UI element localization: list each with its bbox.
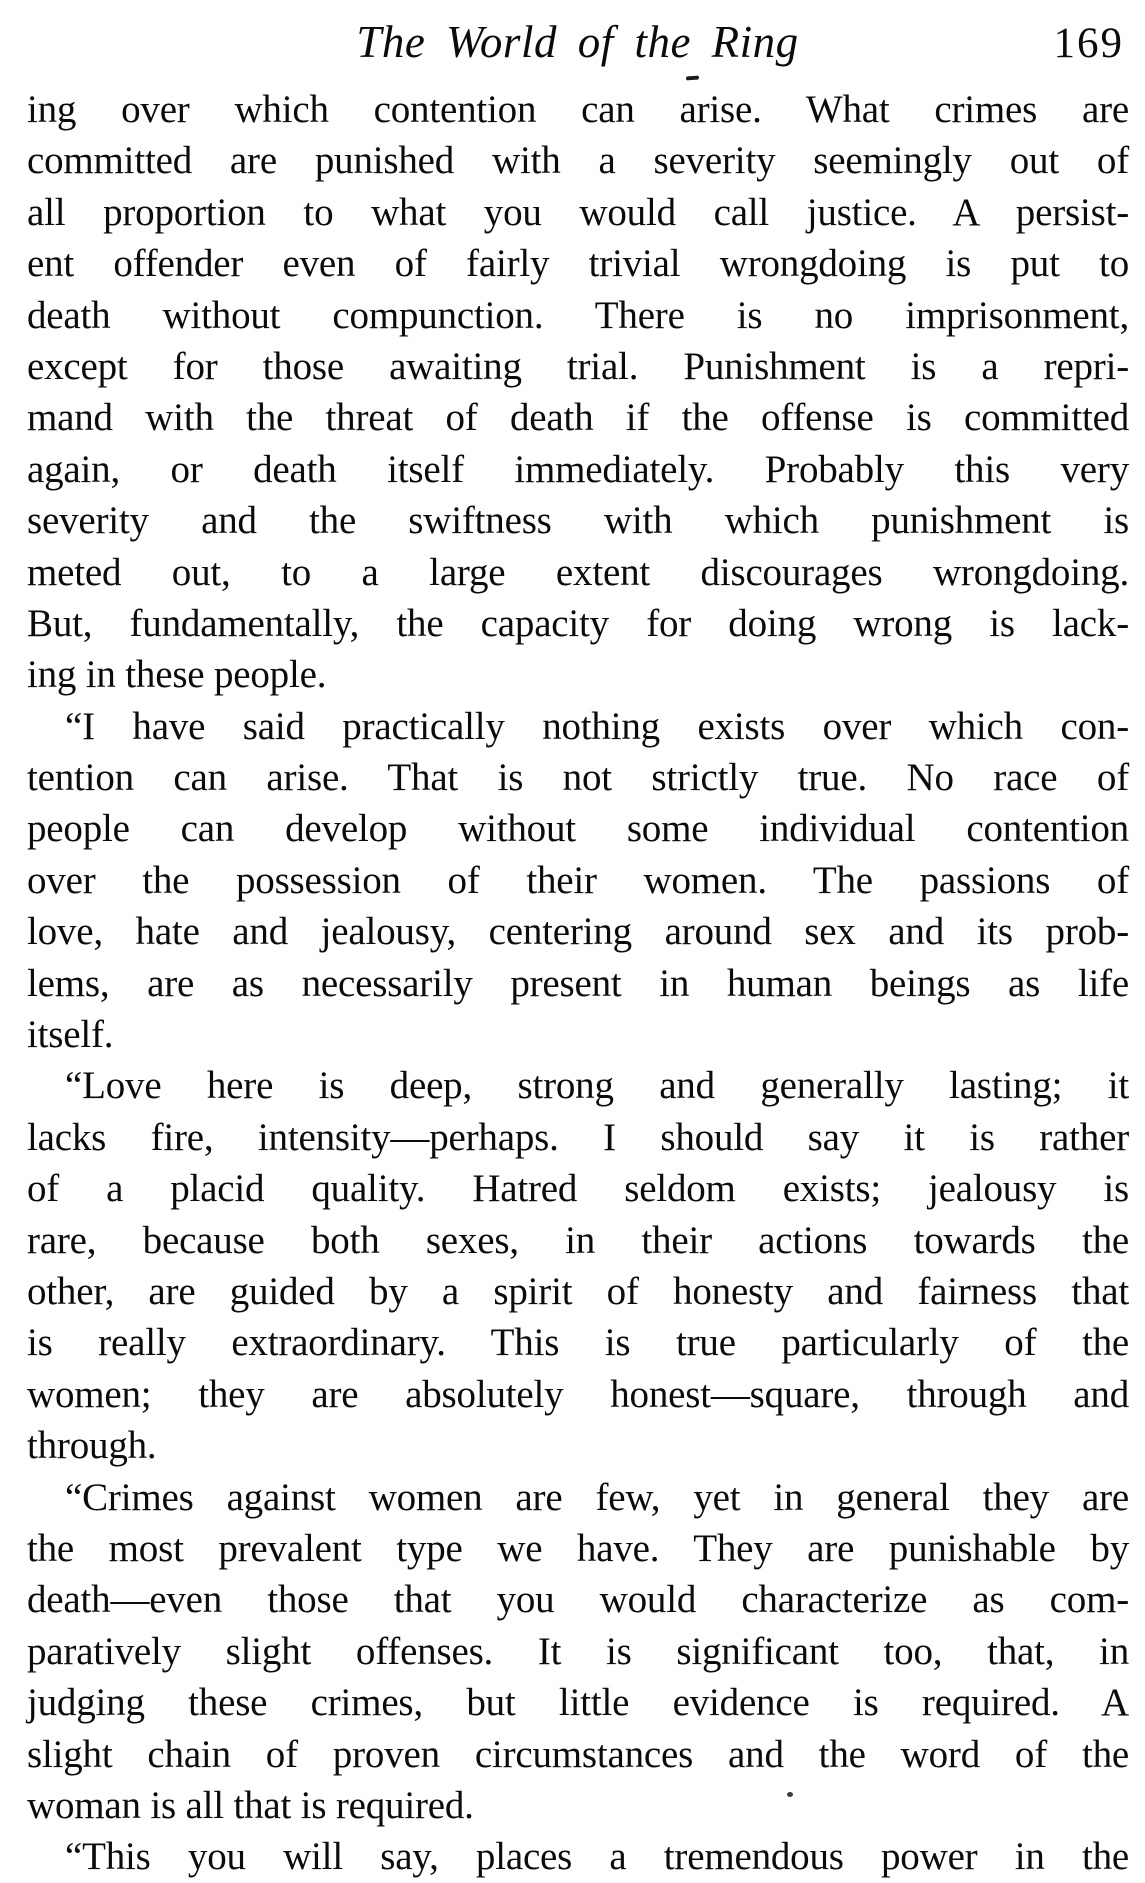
text-line: of a placid quality. Hatred seldom exists; jealousy is xyxy=(27,1167,1129,1211)
text-line: But, fundamentally, the capacity for doing wrong is lack- xyxy=(27,601,1129,645)
text-line: slight chain of proven circumstances and the word of the xyxy=(27,1732,1129,1776)
page-title: The World of the Ring xyxy=(356,17,799,67)
text-line: again, or death itself immediately. Probably this very xyxy=(27,447,1129,491)
running-header xyxy=(27,14,1128,76)
text-line: all proportion to what you would call justice. A persist- xyxy=(27,190,1129,234)
text-line: itself. xyxy=(27,1013,114,1057)
paragraph xyxy=(27,1060,1129,1471)
text-line: death without compunction. There is no imprisonment, xyxy=(27,293,1129,337)
text-line: judging these crimes, but little evidence is required. A xyxy=(27,1681,1129,1725)
text-line: ing in these people. xyxy=(27,653,327,697)
text-line: other, are guided by a spirit of honesty and fairness that xyxy=(27,1269,1129,1313)
text-line: lacks fire, intensity—perhaps. I should say it is rather xyxy=(27,1115,1129,1159)
text-line: over the possession of their women. The passions of xyxy=(27,858,1129,902)
text-line: severity and the swiftness with which punishment is xyxy=(27,499,1129,543)
text-line: death—even those that you would characterize as com- xyxy=(27,1578,1129,1622)
paragraph xyxy=(27,84,1129,701)
body-text xyxy=(27,84,1129,1882)
text-line: “I have said practically nothing exists over which con- xyxy=(65,704,1129,748)
text-line: “Love here is deep, strong and generally lasting; it xyxy=(65,1064,1129,1108)
text-line: love, hate and jealousy, centering around sex and its prob- xyxy=(27,910,1129,954)
text-line: ing over which contention can arise. What crimes are xyxy=(27,88,1129,131)
text-line: woman is all that is required. xyxy=(27,1783,474,1827)
text-line: mand with the threat of death if the offense is committed xyxy=(27,396,1129,440)
text-line: rare, because both sexes, in their actions towards the xyxy=(27,1218,1129,1262)
text-line: through. xyxy=(27,1424,157,1468)
text-line: tention can arise. That is not strictly true. No race of xyxy=(27,756,1129,800)
text-line: lems, are as necessarily present in human beings as life xyxy=(27,961,1129,1005)
paragraph xyxy=(27,701,1129,1061)
text-line: is really extraordinary. This is true particularly of the xyxy=(27,1321,1129,1365)
paragraph xyxy=(27,1831,1129,1882)
text-line: “This you will say, places a tremendous power in the xyxy=(65,1835,1129,1879)
text-line: “Crimes against women are few, yet in general they are xyxy=(65,1475,1129,1519)
paragraph xyxy=(27,1472,1129,1832)
text-line: women; they are absolutely honest—square, through and xyxy=(27,1372,1129,1416)
text-line: people can develop without some individual contention xyxy=(27,807,1129,851)
text-line: committed are punished with a severity seemingly out of xyxy=(27,139,1129,183)
text-line: ent offender even of fairly trivial wrongdoing is put to xyxy=(27,242,1129,286)
text-line: meted out, to a large extent discourages wrongdoing. xyxy=(27,550,1129,594)
page-number: 169 xyxy=(1053,20,1124,67)
print-artifact-dash xyxy=(686,76,699,81)
text-line: the most prevalent type we have. They are punishable by xyxy=(27,1526,1129,1570)
text-line: except for those awaiting trial. Punishment is a repri- xyxy=(27,344,1129,388)
text-line: paratively slight offenses. It is significant too, that, in xyxy=(27,1629,1129,1673)
